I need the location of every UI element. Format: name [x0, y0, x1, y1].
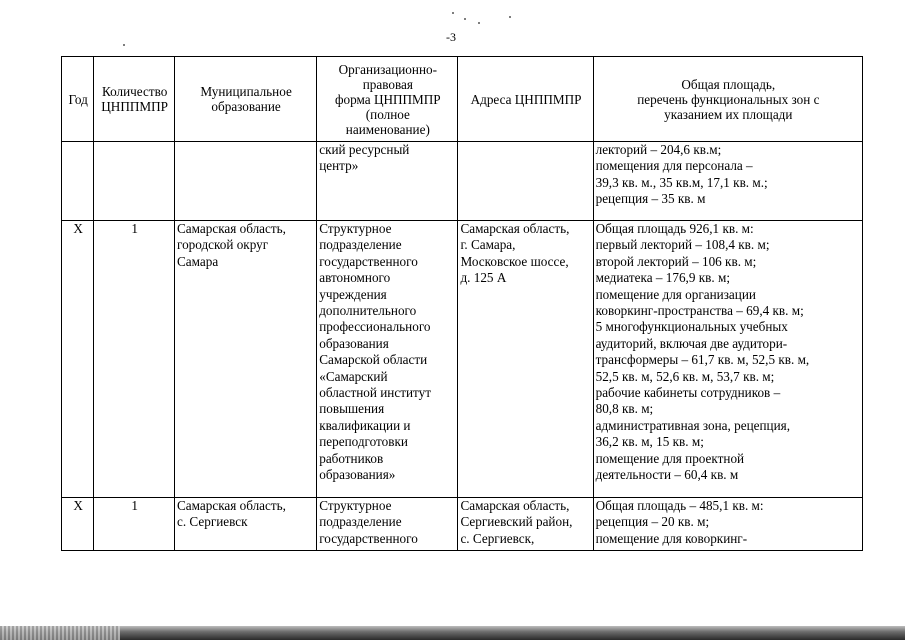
cell-area — [593, 498, 862, 551]
text-line: Самарская область, — [176, 498, 286, 513]
cell-org-form — [317, 142, 458, 221]
text-line: подразделение — [319, 237, 402, 253]
cell-year: X — [62, 498, 94, 551]
text-line: Общая площадь 926,1 кв. м: — [595, 221, 754, 236]
text-line: 5 многофункциональных учебных — [595, 319, 788, 335]
text-line: Количество — [101, 84, 168, 99]
cell-year — [62, 142, 94, 221]
text-line: 52,5 кв. м, 52,6 кв. м, 53,7 кв. м; — [595, 368, 775, 384]
text-line: д. 125 А — [460, 270, 507, 286]
text-line: первый лекторий – 108,4 кв. м; — [595, 237, 770, 253]
text-line: медиатека – 176,9 кв. м; — [595, 270, 730, 286]
text-line: государственного — [319, 253, 418, 269]
cell-quantity: 1 — [94, 221, 175, 498]
text-line: Самарская область, — [176, 221, 286, 236]
text-line: помещение для коворкинг- — [595, 530, 748, 546]
text-line: Самарская область, — [460, 221, 570, 236]
table-row — [62, 221, 863, 498]
cell-address — [458, 221, 593, 498]
text-line: с. Сергиевск — [176, 514, 248, 530]
text-line: правовая — [362, 76, 413, 92]
cell-municipality — [174, 221, 316, 498]
text-line: переподготовки — [319, 434, 408, 450]
text-line: Адреса ЦНППМПР — [470, 91, 582, 107]
text-line: Организационно- — [338, 61, 438, 77]
text-line: административная зона, рецепция, — [595, 417, 791, 433]
header-year — [62, 57, 94, 142]
table-header-row — [62, 57, 863, 142]
text-line: коворкинг-пространства – 69,4 кв. м; — [595, 303, 804, 319]
text-line: Самара — [176, 253, 219, 269]
scan-edge-shadow — [0, 626, 905, 640]
text-line: перечень функциональных зон с — [637, 91, 820, 107]
text-line: повышения — [319, 401, 385, 417]
text-line: рабочие кабинеты сотрудников – — [595, 385, 781, 401]
text-line: квалификации и — [319, 417, 411, 433]
text-line: автономного — [319, 270, 391, 286]
text-line: второй лекторий – 106 кв. м; — [595, 253, 757, 269]
text-line: помещение для проектной — [595, 450, 745, 466]
text-line: Структурное — [319, 221, 392, 236]
header-quantity — [94, 57, 175, 142]
text-line: Сергиевский район, — [460, 514, 573, 530]
text-line: центр» — [319, 158, 359, 174]
cell-org-form — [317, 221, 458, 498]
header-org-form — [317, 57, 458, 142]
text-line: образования» — [319, 467, 396, 483]
cell-area — [593, 221, 862, 498]
cell-address — [458, 142, 593, 221]
text-line: «Самарский — [319, 368, 388, 384]
text-line: Московское шоссе, — [460, 253, 569, 269]
text-line: образования — [319, 335, 389, 351]
text-line: ЦНППМПР — [101, 99, 168, 114]
text-line: помещения для персонала – — [595, 158, 753, 174]
text-line: лекторий – 204,6 кв.м; — [595, 142, 722, 157]
cell-municipality — [174, 142, 316, 221]
text-line: г. Самара, — [460, 237, 516, 253]
text-line: областной институт — [319, 385, 431, 401]
text-line: работников — [319, 450, 384, 466]
text-line: рецепция – 20 кв. м; — [595, 514, 710, 530]
cell-org-form — [317, 498, 458, 551]
text-line: 36,2 кв. м, 15 кв. м; — [595, 434, 704, 450]
text-line: подразделение — [319, 514, 402, 530]
text-line: Самарской области — [319, 352, 428, 368]
cell-address — [458, 498, 593, 551]
text-line: государственного — [319, 530, 418, 546]
cell-quantity: 1 — [94, 498, 175, 551]
table-row — [62, 498, 863, 551]
table-row — [62, 142, 863, 221]
text-line: помещение для организации — [595, 286, 756, 302]
text-line: форма ЦНППМПР — [335, 91, 441, 107]
page-number: -3 — [446, 30, 456, 44]
text-line: 80,8 кв. м; — [595, 401, 654, 417]
text-line: образование — [211, 99, 281, 114]
text-line: наименование) — [345, 121, 430, 137]
text-line: указанием их площади — [664, 106, 793, 122]
text-line: Структурное — [319, 498, 392, 513]
text-line: городской округ — [176, 237, 269, 253]
text-line: с. Сергиевск, — [460, 530, 535, 546]
cell-quantity — [94, 142, 175, 221]
header-address — [458, 57, 593, 142]
text-line: деятельности – 60,4 кв. м — [595, 467, 739, 483]
text-line: аудиторий, включая две аудитори- — [595, 335, 788, 351]
zones-table — [61, 56, 863, 551]
cell-year: X — [62, 221, 94, 498]
text-line: профессионального — [319, 319, 431, 335]
text-line: Год — [68, 91, 88, 107]
text-line: учреждения — [319, 286, 387, 302]
text-line: рецепция – 35 кв. м — [595, 191, 706, 207]
header-municipality — [174, 57, 316, 142]
text-line: 39,3 кв. м., 35 кв.м, 17,1 кв. м.; — [595, 174, 768, 190]
header-area — [593, 57, 862, 142]
text-line: (полное — [365, 106, 410, 122]
cell-municipality — [174, 498, 316, 551]
text-line: трансформеры – 61,7 кв. м, 52,5 кв. м, — [595, 352, 810, 368]
text-line: Общая площадь, — [681, 76, 776, 92]
text-line: ский ресурсный — [319, 142, 410, 157]
cell-area — [593, 142, 862, 221]
text-line: Общая площадь – 485,1 кв. м: — [595, 498, 764, 513]
text-line: Самарская область, — [460, 498, 570, 513]
text-line: Муниципальное — [200, 84, 292, 99]
text-line: дополнительного — [319, 303, 417, 319]
